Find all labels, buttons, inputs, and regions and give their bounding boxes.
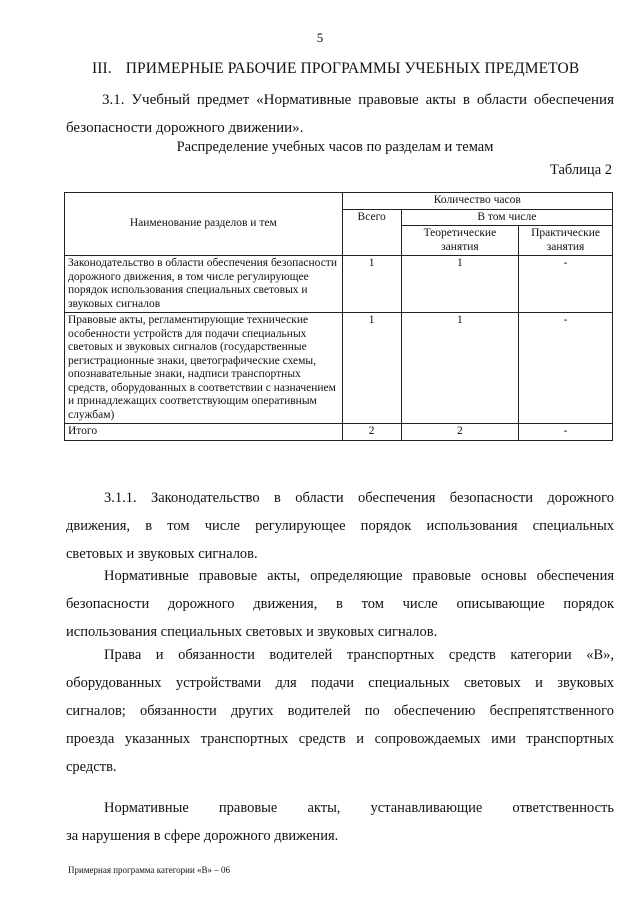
row-total-cell: 1 <box>342 313 401 424</box>
total-name-cell: Итого <box>65 424 343 441</box>
page-footer: Примерная программа категории «В» – 06 <box>68 865 231 875</box>
paragraph-responsibility <box>66 794 614 850</box>
paragraph-line: проезда указанных транспортных средств и сопровождаемых ими транспортных <box>66 731 614 747</box>
paragraph-line: сигналов; обязанности других водителей по обеспечению беспрепятственного <box>66 703 614 719</box>
subsection-line-2: безопасности дорожного движении». <box>66 120 304 136</box>
row-total-cell: 1 <box>342 256 401 313</box>
header-practice-cell: Практические занятия <box>519 226 613 256</box>
table-header-row <box>65 193 613 210</box>
section-heading <box>92 60 579 78</box>
total-theory-cell: 2 <box>401 424 518 441</box>
paragraph-normative-acts <box>66 562 614 646</box>
subsection-line-1: 3.1. Учебный предмет «Нормативные правовые акты в области обеспечения <box>102 92 614 108</box>
hours-table <box>64 192 613 441</box>
row-practice-cell: - <box>519 313 613 424</box>
paragraph-line: Права и обязанности водителей транспортных средств категории «В», <box>104 647 614 663</box>
header-including-cell: В том числе <box>401 209 612 226</box>
paragraph-line: Нормативные правовые акты, определяющие правовые основы обеспечения <box>104 568 614 584</box>
paragraph-line: световых и звуковых сигналов. <box>66 546 258 562</box>
section-title: ПРИМЕРНЫЕ РАБОЧИЕ ПРОГРАММЫ УЧЕБНЫХ ПРЕДМЕТОВ <box>125 60 580 77</box>
paragraph-line: за нарушения в сфере дорожного движения. <box>66 828 339 844</box>
paragraph-line: средств. <box>66 759 117 775</box>
total-practice-cell: - <box>519 424 613 441</box>
paragraph-driver-rights <box>66 641 614 781</box>
paragraph-line: движения, в том числе регулирующее порядок использования специальных <box>66 518 614 534</box>
row-name-cell: Правовые акты, регламентирующие технические особенности устройств для подачи специальных световых и звуковых сигналов (государственные регистрационные знаки, цветографические схемы, опознавательные знаки, надписи транспортных средств, оборудованных в соответствии с назначением и принадлежащих соответствующим оперативным службам) <box>65 313 343 424</box>
row-theory-cell: 1 <box>401 313 518 424</box>
distribution-title: Распределение учебных часов по разделам и темам <box>176 139 494 155</box>
table-label: Таблица 2 <box>549 162 612 178</box>
table-row <box>65 256 613 313</box>
paragraph-line: использования специальных световых и звуковых сигналов. <box>66 624 438 640</box>
paragraph-line: оборудованных устройствами для подачи специальных световых и звуковых <box>66 675 614 691</box>
paragraph-line: Нормативные правовые акты, устанавливающие ответственность <box>104 800 614 816</box>
paragraph-line: безопасности дорожного движения, в том числе описывающие порядок <box>66 596 614 612</box>
row-name-cell: Законодательство в области обеспечения безопасности дорожного движения, в том числе регулирующее порядок использования специальных световых и звуковых сигналов <box>65 256 343 313</box>
section-number: III. <box>92 60 112 77</box>
row-practice-cell: - <box>519 256 613 313</box>
subsection-title <box>66 86 614 142</box>
header-hours-cell: Количество часов <box>342 193 612 210</box>
paragraph-legislation <box>66 484 614 568</box>
total-total-cell: 2 <box>342 424 401 441</box>
header-name-cell: Наименование разделов и тем <box>65 193 343 256</box>
header-total-cell: Всего <box>342 209 401 256</box>
paragraph-line: 3.1.1. Законодательство в области обеспечения безопасности дорожного <box>104 490 614 506</box>
header-theory-cell: Теоретические занятия <box>401 226 518 256</box>
table-row <box>65 313 613 424</box>
row-theory-cell: 1 <box>401 256 518 313</box>
page-number: 5 <box>316 30 324 45</box>
table-total-row <box>65 424 613 441</box>
